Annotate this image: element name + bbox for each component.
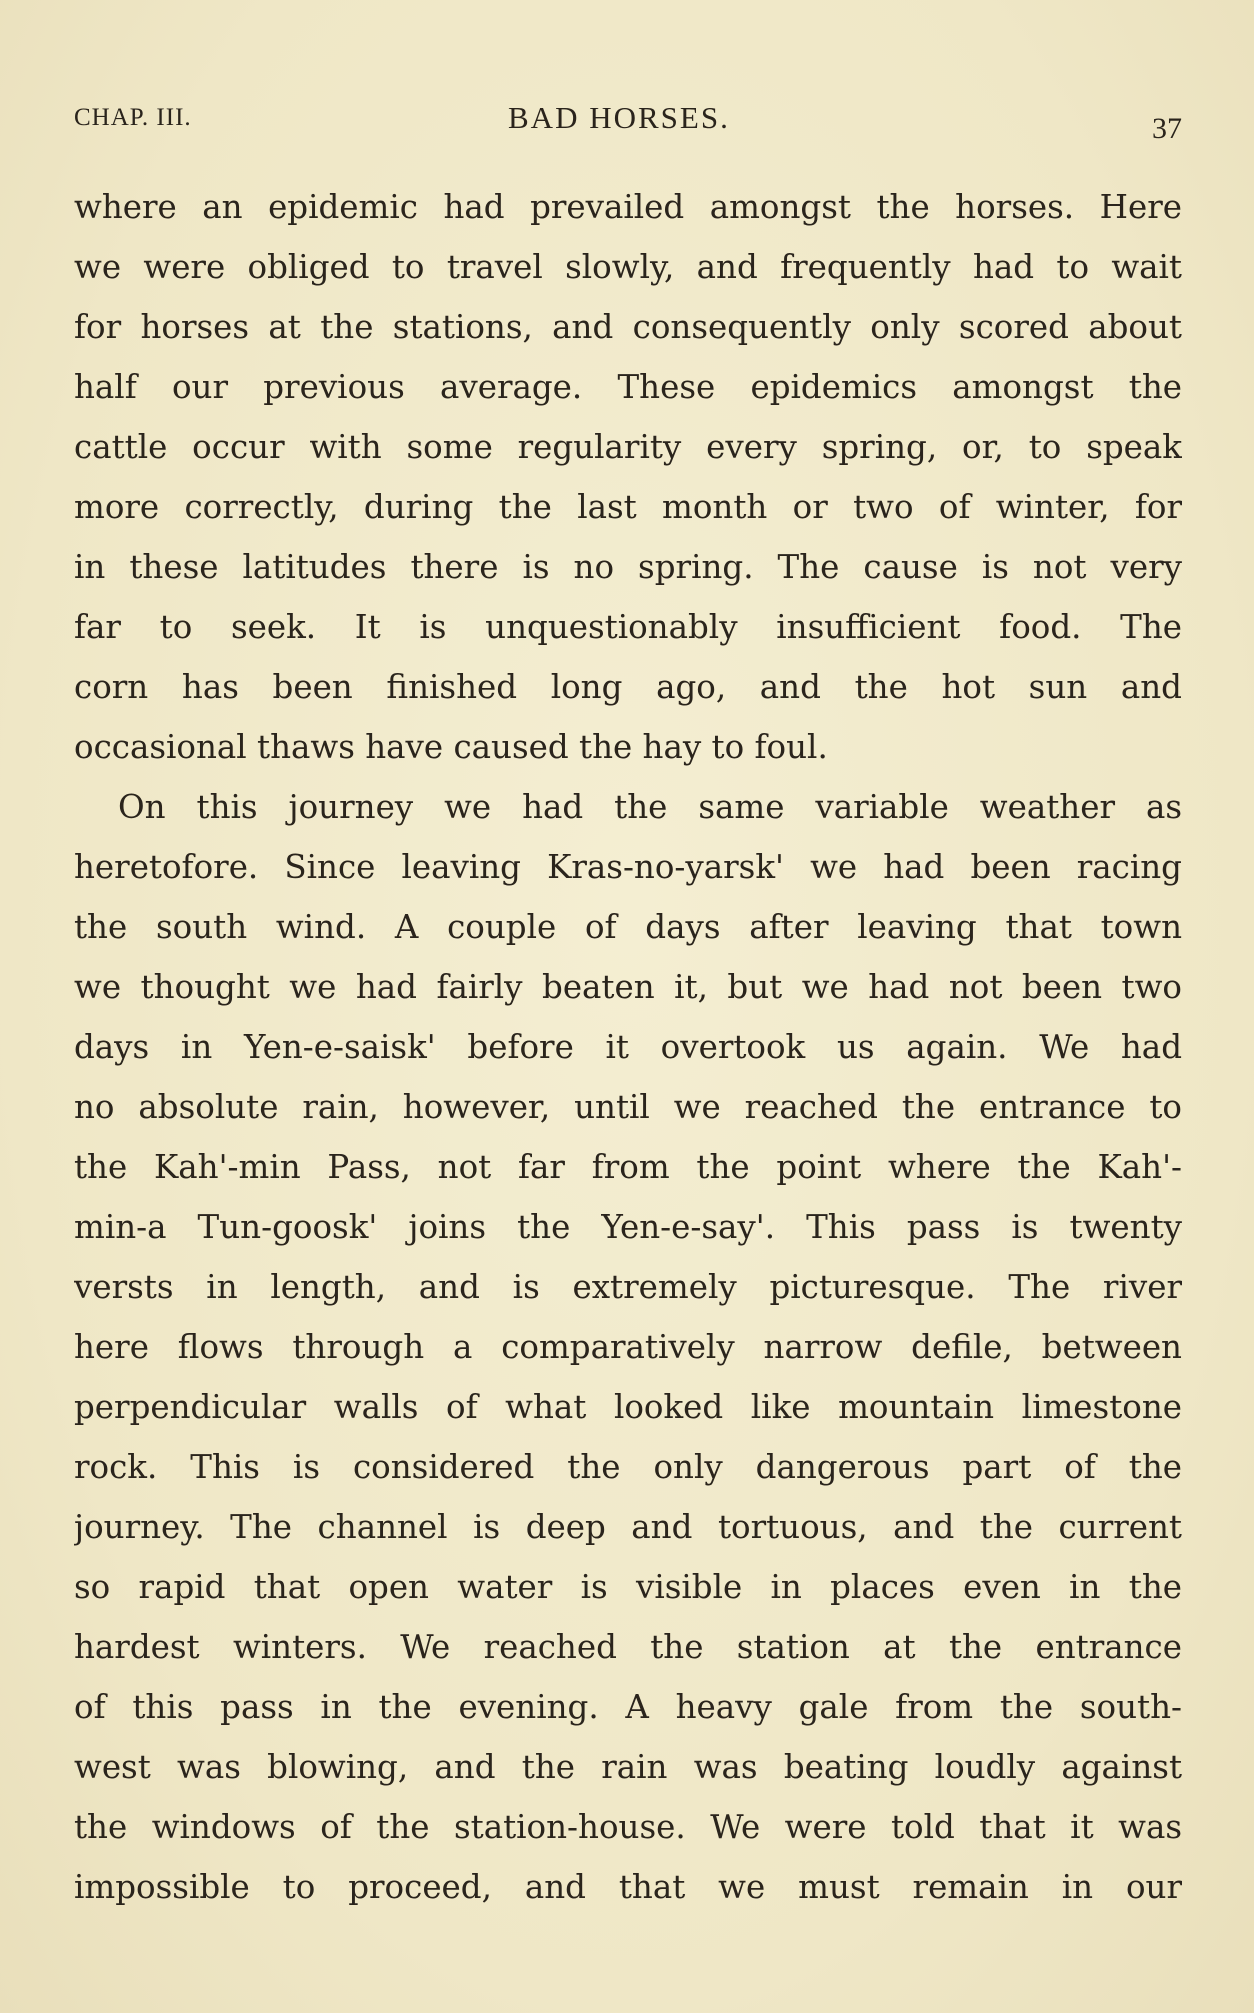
text-line: hardest winters. We reached the station at the entrance: [74, 1628, 1182, 1666]
text-line: versts in length, and is extremely picturesque. The river: [74, 1268, 1182, 1306]
text-line: half our previous average. These epidemics amongst the: [74, 368, 1182, 406]
page-number: 37: [1152, 112, 1182, 145]
text-line: we thought we had fairly beaten it, but we had not been two: [74, 968, 1182, 1006]
text-line: corn has been finished long ago, and the hot sun and: [74, 668, 1182, 706]
text-line: here flows through a comparatively narrow defile, between: [74, 1328, 1182, 1366]
text-line: impossible to proceed, and that we must remain in our: [74, 1868, 1182, 1906]
running-title: BAD HORSES.: [508, 100, 730, 135]
paragraph: [74, 177, 1182, 777]
chapter-label: CHAP. III.: [74, 104, 192, 131]
text-line: so rapid that open water is visible in places even in the: [74, 1568, 1182, 1606]
text-line: occasional thaws have caused the hay to foul.: [74, 728, 828, 766]
text-line: for horses at the stations, and consequently only scored about: [74, 308, 1182, 346]
text-line: cattle occur with some regularity every spring, or, to speak: [74, 428, 1182, 466]
text-line: On this journey we had the same variable weather as: [118, 788, 1182, 826]
text-line: journey. The channel is deep and tortuous, and the current: [74, 1508, 1182, 1546]
text-line: more correctly, during the last month or two of winter, for: [74, 488, 1182, 526]
text-line: days in Yen-e-saisk' before it overtook us again. We had: [74, 1028, 1182, 1066]
running-header: [74, 100, 1182, 150]
text-line: rock. This is considered the only dangerous part of the: [74, 1448, 1182, 1486]
text-line: in these latitudes there is no spring. The cause is not very: [74, 548, 1182, 586]
text-line: the south wind. A couple of days after leaving that town: [74, 908, 1182, 946]
text-line: west was blowing, and the rain was beating loudly against: [74, 1748, 1182, 1786]
text-line: min-a Tun-goosk' joins the Yen-e-say'. This pass is twenty: [74, 1208, 1182, 1246]
text-line: the Kah'-min Pass, not far from the point where the Kah'-: [74, 1148, 1182, 1186]
text-line: heretofore. Since leaving Kras-no-yarsk' we had been racing: [74, 848, 1182, 886]
body-text: [74, 177, 1182, 1917]
text-line: of this pass in the evening. A heavy gale from the south-: [74, 1688, 1182, 1726]
text-line: where an epidemic had prevailed amongst the horses. Here: [74, 188, 1182, 226]
paragraph: [74, 777, 1182, 1917]
text-line: far to seek. It is unquestionably insufficient food. The: [74, 608, 1182, 646]
text-line: no absolute rain, however, until we reached the entrance to: [74, 1088, 1182, 1126]
text-line: perpendicular walls of what looked like mountain limestone: [74, 1388, 1182, 1426]
text-line: the windows of the station-house. We were told that it was: [74, 1808, 1182, 1846]
text-line: we were obliged to travel slowly, and frequently had to wait: [74, 248, 1182, 286]
